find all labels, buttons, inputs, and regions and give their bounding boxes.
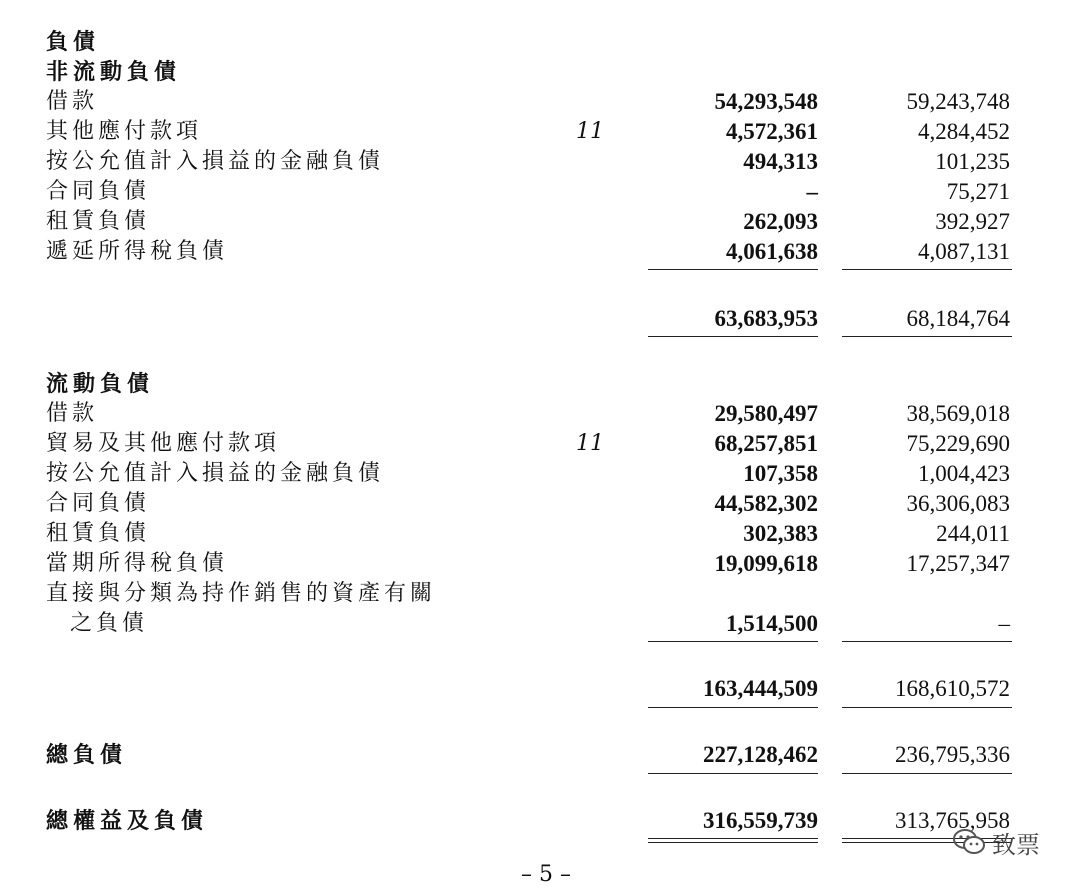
- subtotal-rule: [842, 641, 1012, 642]
- table-row: [0, 147, 1092, 177]
- row-label: 之負債: [70, 611, 149, 636]
- value-prior-year: 17,257,347: [906, 551, 1010, 576]
- subtotal-row: [0, 674, 1092, 704]
- subtotal-rule: [842, 269, 1012, 270]
- subtotal-prior-year: 68,184,764: [906, 306, 1010, 331]
- total-liabilities-row: [0, 740, 1092, 770]
- subtotal-rule: [648, 269, 818, 270]
- table-row: [0, 609, 1092, 639]
- subtotal-current-year: 163,444,509: [703, 676, 818, 701]
- table-row: [0, 549, 1092, 579]
- table-row: [0, 489, 1092, 519]
- table-row: [0, 399, 1092, 429]
- row-note: [560, 459, 620, 489]
- value-current-year: 262,093: [743, 209, 818, 234]
- value-prior-year: 38,569,018: [906, 401, 1010, 426]
- value-current-year: 68,257,851: [714, 431, 818, 456]
- value-current-year: 494,313: [743, 149, 818, 174]
- value-prior-year: 392,927: [935, 209, 1010, 234]
- row-label: 按公允值計入損益的金融負債: [46, 461, 385, 486]
- row-note: [560, 579, 620, 609]
- row-label: 其他應付款項: [46, 119, 203, 144]
- table-row: [0, 117, 1092, 147]
- value-current-year: 302,383: [743, 521, 818, 546]
- value-current-year: 29,580,497: [714, 401, 818, 426]
- value-current-year: 44,582,302: [714, 491, 818, 516]
- row-note: [560, 609, 620, 639]
- value-prior-year: 101,235: [935, 149, 1010, 174]
- value-prior-year: 36,306,083: [906, 491, 1010, 516]
- value-prior-year: [842, 579, 1010, 609]
- section-heading-current: 流動負債: [46, 371, 155, 397]
- row-label: 當期所得稅負債: [46, 551, 229, 576]
- watermark-text: 致票: [992, 830, 1040, 859]
- row-label: 借款: [46, 401, 99, 426]
- table-row: [0, 459, 1092, 489]
- value-current-year: 4,572,361: [726, 119, 818, 144]
- value-prior-year: 59,243,748: [906, 89, 1010, 114]
- total-liabilities-label: 總負債: [46, 742, 128, 768]
- subtotal-rule: [648, 641, 818, 642]
- value-prior-year: 4,087,131: [918, 239, 1010, 264]
- total-rule: [648, 773, 818, 774]
- row-note: [560, 207, 620, 237]
- row-note: [560, 549, 620, 579]
- heading-row: [0, 27, 1092, 57]
- total-equity-liabilities-current-year: 316,559,739: [703, 808, 818, 833]
- page-number: – 5 –: [521, 862, 571, 887]
- row-label: 合同負債: [46, 179, 151, 204]
- subtotal-rule: [842, 336, 1012, 337]
- subtotal-rule: [842, 707, 1012, 708]
- row-note: [560, 399, 620, 429]
- subtotal-prior-year: 168,610,572: [895, 676, 1010, 701]
- subtotal-current-year: 63,683,953: [714, 306, 818, 331]
- row-note: [560, 237, 620, 267]
- row-note: 11: [576, 431, 604, 456]
- table-row: [0, 429, 1092, 459]
- subtotal-row: [0, 304, 1092, 334]
- value-current-year: 4,061,638: [726, 239, 818, 264]
- double-underline: [648, 838, 818, 843]
- table-row: [0, 87, 1092, 117]
- subtotal-rule: [648, 707, 818, 708]
- row-note: [560, 489, 620, 519]
- value-prior-year: 1,004,423: [918, 461, 1010, 486]
- row-label: 合同負債: [46, 491, 151, 516]
- table-row: [0, 207, 1092, 237]
- row-label: 遞延所得稅負債: [46, 239, 229, 264]
- value-current-year: 1,514,500: [726, 611, 818, 636]
- value-prior-year: 75,271: [946, 179, 1010, 204]
- row-note: [560, 177, 620, 207]
- value-prior-year: 4,284,452: [918, 119, 1010, 144]
- watermark: [952, 824, 1040, 860]
- table-row: [0, 237, 1092, 267]
- total-liabilities-current-year: 227,128,462: [703, 742, 818, 767]
- row-label: 貿易及其他應付款項: [46, 431, 281, 456]
- value-current-year: [648, 579, 818, 609]
- row-note: [560, 519, 620, 549]
- total-equity-liabilities-row: [0, 806, 1092, 836]
- value-current-year: 107,358: [743, 461, 818, 486]
- row-note: 11: [576, 119, 604, 144]
- row-label: 按公允值計入損益的金融負債: [46, 149, 385, 174]
- row-note: [560, 87, 620, 117]
- section-heading-non-current: 非流動負債: [46, 59, 182, 85]
- table-row: [0, 579, 1092, 609]
- row-label: 直接與分類為持作銷售的資產有關: [46, 581, 437, 606]
- value-current-year: –: [806, 179, 818, 204]
- table-row: [0, 519, 1092, 549]
- row-label: 租賃負債: [46, 209, 151, 234]
- table-row: [0, 177, 1092, 207]
- total-liabilities-prior-year: 236,795,336: [895, 742, 1010, 767]
- row-label: 租賃負債: [46, 521, 151, 546]
- total-rule: [842, 773, 1012, 774]
- row-note: [560, 147, 620, 177]
- value-current-year: 54,293,548: [714, 89, 818, 114]
- value-prior-year: 244,011: [936, 521, 1010, 546]
- subheading-row: [0, 57, 1092, 87]
- value-prior-year: 75,229,690: [906, 431, 1010, 456]
- value-current-year: 19,099,618: [714, 551, 818, 576]
- wechat-logo-icon: [952, 827, 986, 857]
- row-label: 借款: [46, 89, 99, 114]
- total-equity-liabilities-prior-year: 313,765,958: [895, 808, 1010, 833]
- total-equity-liabilities-label: 總權益及負債: [46, 808, 209, 834]
- subheading-row: [0, 369, 1092, 399]
- subtotal-rule: [648, 336, 818, 337]
- value-prior-year: –: [998, 611, 1010, 636]
- section-heading-liabilities: 負債: [46, 29, 101, 55]
